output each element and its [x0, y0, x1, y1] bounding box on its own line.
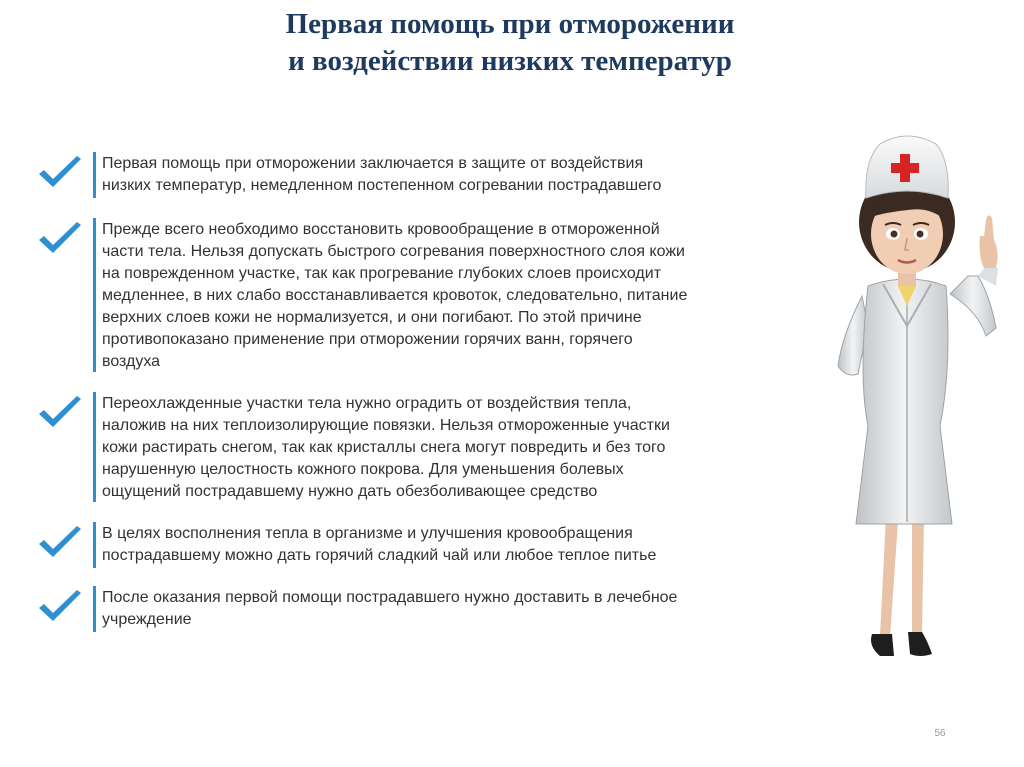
item-text: Переохлажденные участки тела нужно оградить от воздействия тепла, наложив на них теплоизолирующие повязки. Нельзя отмороженные участки кожи растирать снегом, так как кристаллы снега могут повредить и без того нарушенную целостность кожного покрова. Для уменьшения болевых ощущений пострадавшему нужно дать обезболивающее средство [102, 395, 670, 500]
list-item [36, 520, 816, 570]
checkmark-icon [36, 154, 84, 194]
checkmark-icon [36, 220, 84, 260]
item-text: После оказания первой помощи пострадавшего нужно доставить в лечебное учреждение [102, 589, 678, 628]
item-text: Прежде всего необходимо восстановить кровообращение в отмороженной части тела. Нельзя допускать быстрого согревания поверхностного слоя кожи на поврежденном участке, так как прогревание глубоких слоев происходит медленнее, в них слабо восстанавливается кровоток, следовательно, питание верхних слоев кожи не нормализуется, и они погибают. По этой причине противопоказано применение при отморожении горячих ванн, горячего воздуха [102, 221, 688, 370]
item-divider [93, 522, 96, 568]
item-divider [93, 218, 96, 372]
page-number: 56 [934, 728, 946, 739]
item-text: В целях восполнения тепла в организме и улучшения кровообращения пострадавшему можно дать горячий сладкий чай или любое теплое питье [102, 525, 657, 564]
list-item [36, 584, 816, 634]
list-item [36, 150, 816, 198]
checkmark-icon [36, 394, 84, 434]
item-divider [93, 152, 96, 198]
checkmark-icon [36, 588, 84, 628]
nurse-illustration [828, 126, 1008, 678]
list-item [36, 390, 816, 506]
item-divider [93, 392, 96, 502]
item-text: Первая помощь при отморожении заключается в защите от воздействия низких температур, немедленном постепенном согревании пострадавшего [102, 155, 662, 194]
slide-title [150, 6, 870, 80]
title-line-1: Первая помощь при отморожении [285, 8, 735, 40]
title-line-2: и воздействии низких температур [288, 45, 732, 77]
checkmark-icon [36, 524, 84, 564]
item-divider [93, 586, 96, 632]
list-item [36, 216, 816, 376]
